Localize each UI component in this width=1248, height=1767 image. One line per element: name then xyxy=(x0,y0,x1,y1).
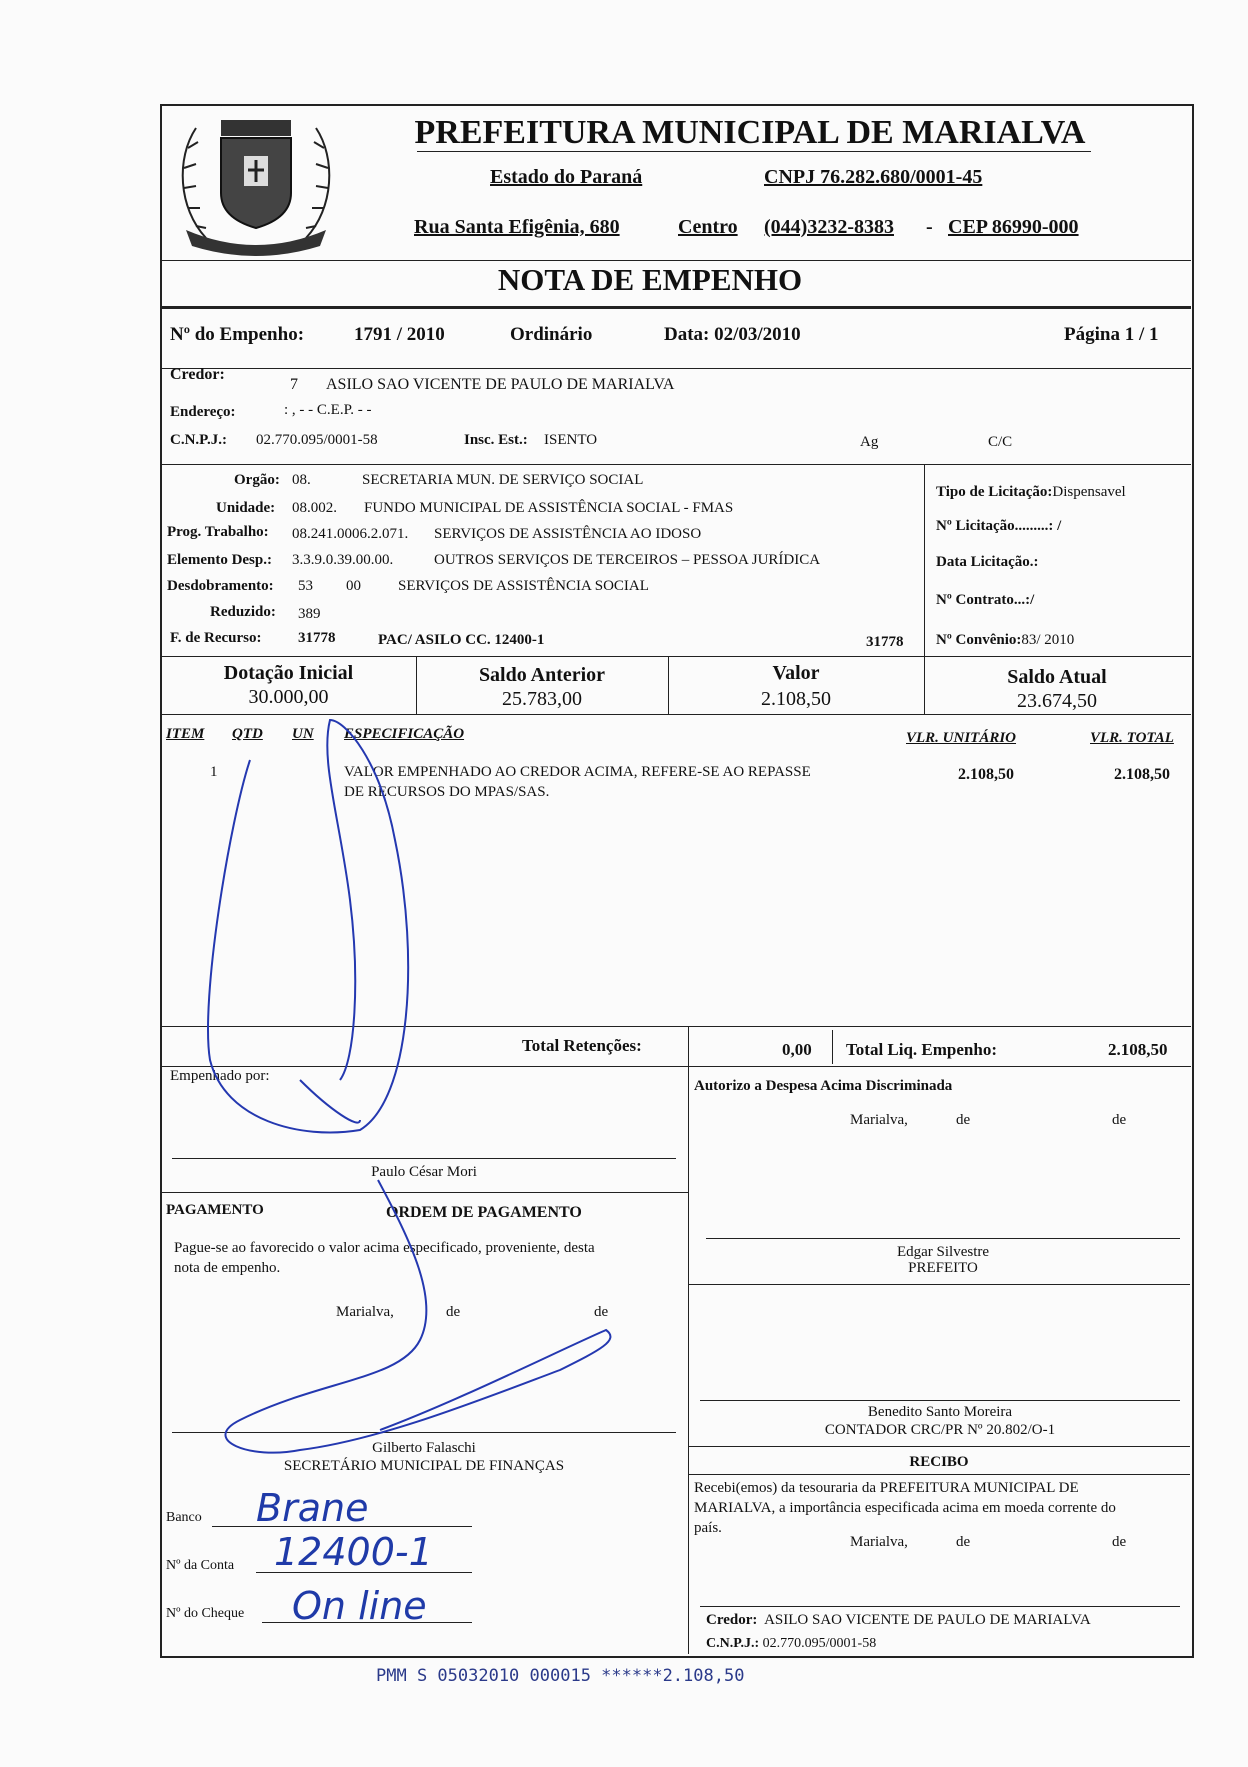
saldo-anterior-label: Saldo Anterior xyxy=(478,664,606,686)
contador-role: CONTADOR CRC/PR Nº 20.802/O-1 xyxy=(824,1422,1056,1438)
pagamento-text-1: Pague-se ao favorecido o valor acima especificado, proveniente, desta xyxy=(174,1240,595,1256)
agencia-label: Ag xyxy=(860,434,879,450)
elemento-label: Elemento Desp.: xyxy=(167,552,272,568)
credor-cnpj-value: 02.770.095/0001-58 xyxy=(256,432,378,448)
header-un: UN xyxy=(292,726,314,742)
prog-desc: SERVIÇOS DE ASSISTÊNCIA AO IDOSO xyxy=(434,526,702,542)
pagamento-text-2: nota de empenho. xyxy=(174,1260,281,1276)
header-district: Centro xyxy=(678,216,738,238)
valor-label: Valor xyxy=(772,662,820,684)
credor-name: ASILO SAO VICENTE DE PAULO DE MARIALVA xyxy=(326,376,675,393)
recurso-label: F. de Recurso: xyxy=(170,630,262,646)
empenho-date: Data: 02/03/2010 xyxy=(664,324,801,345)
orgao-label: Orgão: xyxy=(234,472,280,488)
header-cep: CEP 86990-000 xyxy=(948,216,1079,238)
conta-handwritten-value: 12400-1 xyxy=(274,1530,433,1574)
cheque-handwritten-value: On line xyxy=(292,1584,427,1628)
pagamento-place: Marialva, xyxy=(336,1304,394,1320)
pagamento-label: PAGAMENTO xyxy=(166,1202,264,1218)
reduzido-label: Reduzido: xyxy=(210,604,276,620)
data-licitacao: Data Licitação.: xyxy=(936,554,1039,570)
header-item: ITEM xyxy=(166,726,205,742)
unidade-desc: FUNDO MUNICIPAL DE ASSISTÊNCIA SOCIAL - FMAS xyxy=(364,500,734,516)
conta-label: Nº da Conta xyxy=(166,1558,235,1573)
tipo-licitacao: Tipo de Licitação:Dispensavel xyxy=(936,484,1126,500)
recibo-text-2: MARIALVA, a importância especificada acima em moeda corrente do xyxy=(694,1500,1116,1516)
insc-value: ISENTO xyxy=(544,432,598,448)
saldo-anterior-value: 25.783,00 xyxy=(502,688,582,710)
dotacao-label: Dotação Inicial xyxy=(223,662,354,684)
numero-contrato: Nº Contrato...:/ xyxy=(936,592,1035,608)
header-cnpj: CNPJ 76.282.680/0001-45 xyxy=(764,166,983,188)
empenho-page: Página 1 / 1 xyxy=(1064,324,1159,345)
desdobramento-a: 53 xyxy=(298,578,313,594)
secretario-name: Gilberto Falaschi xyxy=(372,1440,476,1456)
elemento-code: 3.3.9.0.39.00.00. xyxy=(292,552,394,568)
item-spec-line-1: VALOR EMPENHADO AO CREDOR ACIMA, REFERE-SE AO REPASSE xyxy=(344,764,811,780)
endereco-value: : , - - C.E.P. - - xyxy=(284,402,372,418)
retencoes-label: Total Retenções: xyxy=(522,1036,642,1055)
autorizo-de-1: de xyxy=(956,1112,971,1128)
recurso-code: 31778 xyxy=(298,630,336,646)
secretario-signature xyxy=(225,1080,610,1453)
header-vlr-total: VLR. TOTAL xyxy=(1090,730,1174,746)
autorizo-place: Marialva, xyxy=(850,1112,908,1128)
reduzido-value: 389 xyxy=(298,606,321,622)
credor-cnpj-label: C.N.P.J.: xyxy=(170,432,227,448)
empenho-number: 1791 / 2010 xyxy=(354,324,445,345)
footer-stamp: PMM S 05032010 000015 ******2.108,50 xyxy=(376,1666,745,1686)
header-qtd: QTD xyxy=(232,726,263,742)
recibo-credor: Credor: ASILO SAO VICENTE DE PAULO DE MARIALVA xyxy=(706,1612,1091,1628)
retencoes-value: 0,00 xyxy=(782,1040,812,1059)
dotacao-value: 30.000,00 xyxy=(248,686,329,708)
desdobramento-b: 00 xyxy=(346,578,361,594)
recibo-de-1: de xyxy=(956,1534,971,1550)
header-vlr-unitario: VLR. UNITÁRIO xyxy=(906,730,1017,746)
item-total-value: 2.108,50 xyxy=(1114,766,1170,783)
saldo-atual-label: Saldo Atual xyxy=(1007,666,1107,688)
item-spec-line-2: DE RECURSOS DO MPAS/SAS. xyxy=(344,784,550,800)
header-address: Rua Santa Efigênia, 680 xyxy=(414,216,620,238)
prog-code: 08.241.0006.2.071. xyxy=(292,526,409,542)
cheque-label: Nº do Cheque xyxy=(166,1606,245,1621)
recibo-text-1: Recebi(emos) da tesouraria da PREFEITURA MUNICIPAL DE xyxy=(694,1480,1079,1496)
endereco-label: Endereço: xyxy=(170,404,236,420)
recibo-place: Marialva, xyxy=(850,1534,908,1550)
empenho-label: Nº do Empenho: xyxy=(170,324,305,345)
unidade-code: 08.002. xyxy=(292,500,337,516)
empenhado-name: Paulo César Mori xyxy=(371,1164,477,1180)
autorizo-signer-role: PREFEITO xyxy=(908,1260,978,1276)
valor-value: 2.108,50 xyxy=(761,688,831,710)
header-state: Estado do Paraná xyxy=(490,166,643,188)
credor-code: 7 xyxy=(290,376,298,393)
insc-label: Insc. Est.: xyxy=(464,432,528,448)
header-separator: - xyxy=(926,216,933,238)
pagamento-de-1: de xyxy=(446,1304,461,1320)
recibo-text-3: país. xyxy=(694,1520,722,1536)
desdobramento-label: Desdobramento: xyxy=(167,578,274,594)
liquido-label: Total Liq. Empenho: xyxy=(846,1040,997,1059)
prog-label: Prog. Trabalho: xyxy=(167,524,269,540)
orgao-code: 08. xyxy=(292,472,311,488)
recibo-de-2: de xyxy=(1112,1534,1127,1550)
pagamento-de-2: de xyxy=(594,1304,609,1320)
recibo-cnpj: C.N.P.J.: 02.770.095/0001-58 xyxy=(706,1636,877,1651)
conta-corrente-label: C/C xyxy=(988,434,1013,450)
recurso-desc: PAC/ ASILO CC. 12400-1 xyxy=(378,632,545,648)
numero-licitacao: Nº Licitação.........: / xyxy=(936,518,1062,534)
credor-label: Credor: xyxy=(170,366,225,383)
empenho-type: Ordinário xyxy=(510,324,593,345)
ordem-pagamento-title: ORDEM DE PAGAMENTO xyxy=(386,1204,582,1221)
empenho-signature xyxy=(208,720,408,1132)
numero-convenio: Nº Convênio:83/ 2010 xyxy=(936,632,1075,648)
header-phone: (044)3232-8383 xyxy=(764,216,894,238)
contador-name: Benedito Santo Moreira xyxy=(867,1404,1013,1420)
item-number: 1 xyxy=(210,764,218,780)
header-especificacao: ESPECIFICAÇÃO xyxy=(344,726,465,742)
liquido-value: 2.108,50 xyxy=(1108,1040,1168,1059)
secretario-role: SECRETÁRIO MUNICIPAL DE FINANÇAS xyxy=(283,1458,565,1474)
banco-handwritten-value: Brane xyxy=(256,1486,369,1530)
doc-title: NOTA DE EMPENHO xyxy=(497,262,803,297)
saldo-atual-value: 23.674,50 xyxy=(1017,690,1097,712)
empenhado-label: Empenhado por: xyxy=(170,1068,270,1084)
header-title: PREFEITURA MUNICIPAL DE MARIALVA xyxy=(414,114,1086,151)
recurso-code-2: 31778 xyxy=(866,634,904,650)
desdobramento-desc: SERVIÇOS DE ASSISTÊNCIA SOCIAL xyxy=(398,578,649,594)
elemento-desc: OUTROS SERVIÇOS DE TERCEIROS – PESSOA JURÍDICA xyxy=(434,552,821,568)
banco-label: Banco xyxy=(166,1510,202,1525)
item-unit-value: 2.108,50 xyxy=(958,766,1014,783)
autorizo-de-2: de xyxy=(1112,1112,1127,1128)
orgao-desc: SECRETARIA MUN. DE SERVIÇO SOCIAL xyxy=(362,472,644,488)
recibo-title: RECIBO xyxy=(909,1454,969,1470)
unidade-label: Unidade: xyxy=(216,500,276,516)
autorizo-signer-name: Edgar Silvestre xyxy=(896,1244,990,1260)
autorizo-label: Autorizo a Despesa Acima Discriminada xyxy=(694,1078,953,1094)
